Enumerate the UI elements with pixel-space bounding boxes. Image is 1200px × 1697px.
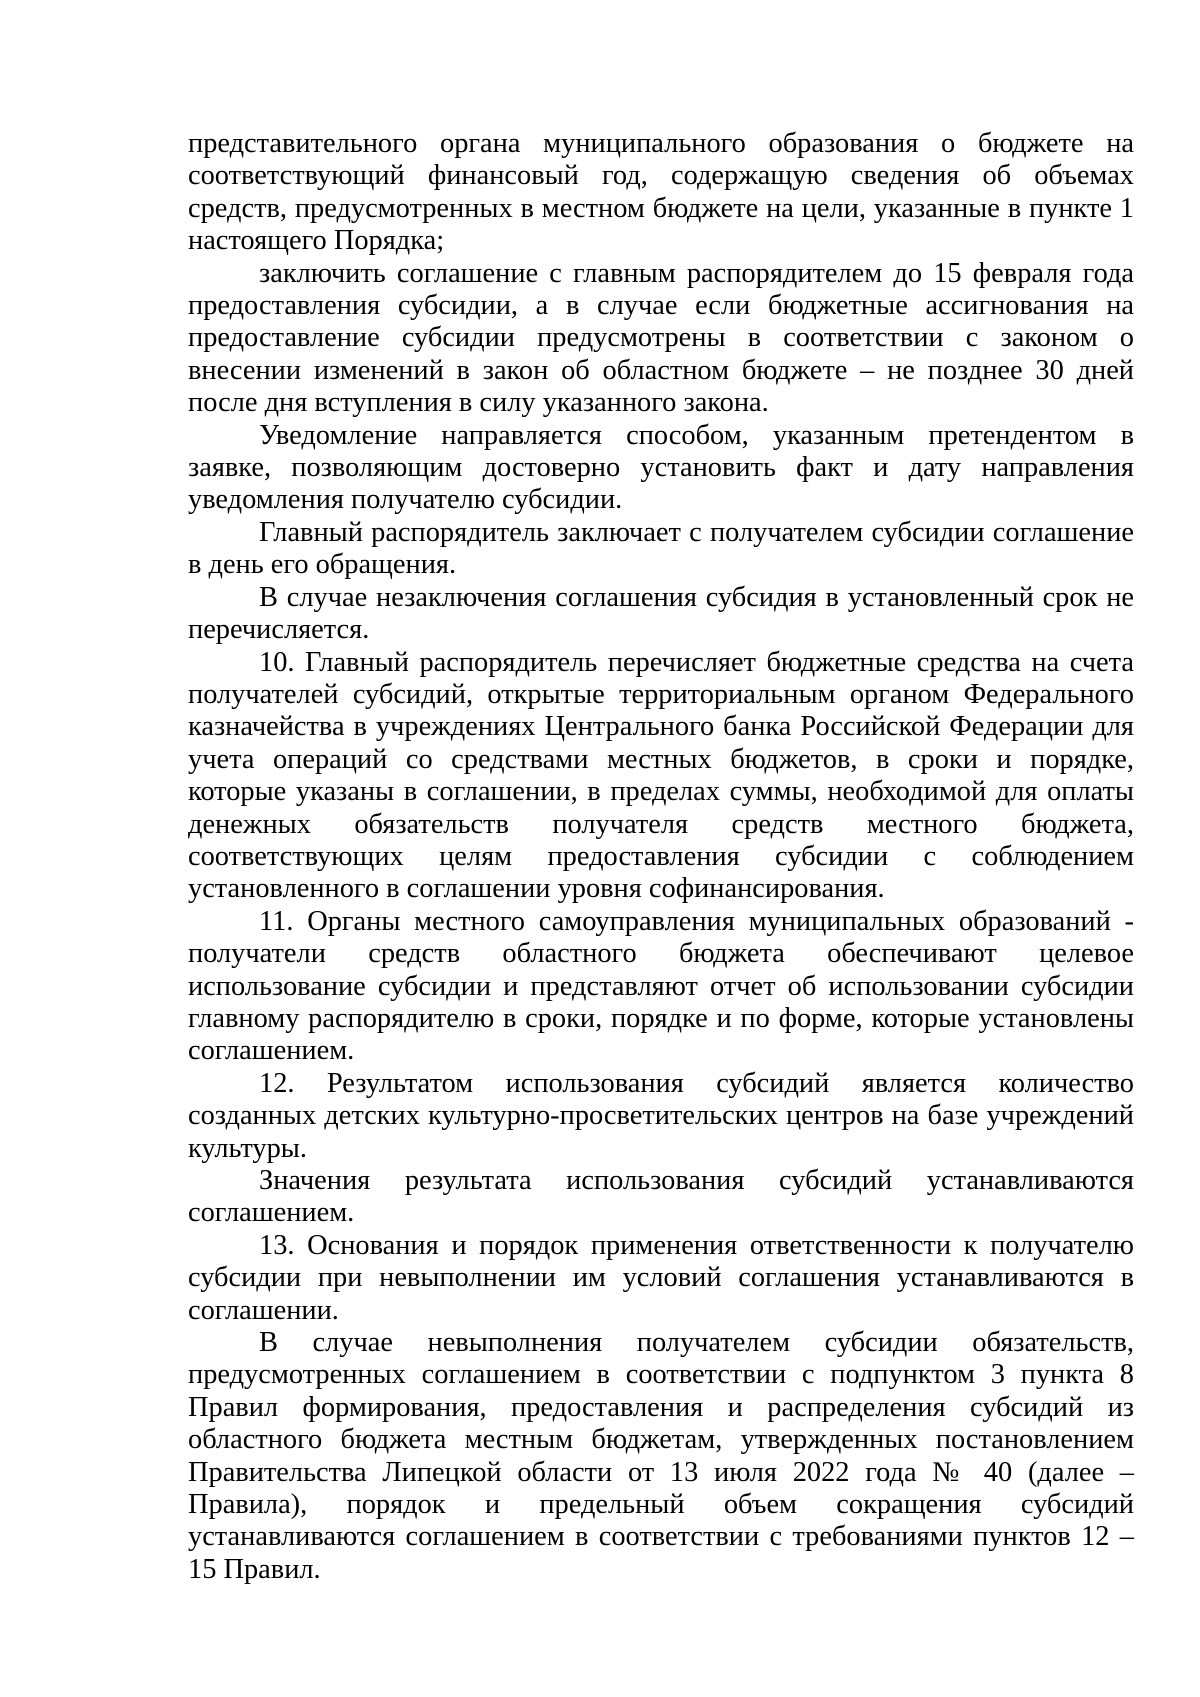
paragraph-notification-method: Уведомление направляется способом, указанным претендентом в заявке, позволяющим достоверно установить факт и дату направления уведомления получателю субсидии. xyxy=(188,419,1134,516)
paragraph-item-11: 11. Органы местного самоуправления муниципальных образований - получатели средств областного бюджета обеспечивают целевое использование субсидии и представляют отчет об использовании субсидии главному распорядителю в сроки, порядке и по форме, которые установлены соглашением. xyxy=(188,905,1134,1067)
paragraph-agreement-signing: Главный распорядитель заключает с получателем субсидии соглашение в день его обращения. xyxy=(188,516,1134,581)
paragraph-non-fulfillment: В случае невыполнения получателем субсидии обязательств, предусмотренных соглашением в соответствии с подпунктом 3 пункта 8 Правил формирования, предоставления и распределения субсидий из областного бюджета местным бюджетам, утвержденных постановлением Правительства Липецкой области от 13 июля 2022 года № 40 (далее – Правила), порядок и предельный объем сокращения субсидий устанавливаются соглашением в соответствии с требованиями пунктов 12 – 15 Правил. xyxy=(188,1327,1134,1585)
document-body xyxy=(188,128,1134,1586)
paragraph-result-values: Значения результата использования субсидий устанавливаются соглашением. xyxy=(188,1165,1134,1229)
paragraph-continuation: представительного органа муниципального образования о бюджете на соответствующий финансовый год, содержащую сведения об объемах средств, предусмотренных в местном бюджете на цели, указанные в пункте 1 настоящего Порядка; xyxy=(188,128,1134,257)
paragraph-item-12: 12. Результатом использования субсидий является количество созданных детских культурно-просветительских центров на базе учреждений культуры. xyxy=(188,1067,1134,1164)
paragraph-agreement-deadline: заключить соглашение с главным распорядителем до 15 февраля года предоставления субсидии, а в случае если бюджетные ассигнования на предоставление субсидии предусмотрены в соответствии с законом о внесении изменений в закон об областном бюджете – не позднее 30 дней после дня вступления в силу указанного закона. xyxy=(188,257,1134,419)
paragraph-item-10: 10. Главный распорядитель перечисляет бюджетные средства на счета получателей субсидий, открытые территориальным органом Федерального казначейства в учреждениях Центрального банка Российской Федерации для учета операций со средствами местных бюджетов, в сроки и порядке, которые указаны в соглашении, в пределах суммы, необходимой для оплаты денежных обязательств получателя средств местного бюджета, соответствующих целям предоставления субсидии с соблюдением установленного в соглашении уровня софинансирования. xyxy=(188,646,1134,905)
paragraph-non-conclusion: В случае незаключения соглашения субсидия в установленный срок не перечисляется. xyxy=(188,581,1134,646)
paragraph-item-13: 13. Основания и порядок применения ответственности к получателю субсидии при невыполнении им условий соглашения устанавливаются в соглашении. xyxy=(188,1229,1134,1326)
